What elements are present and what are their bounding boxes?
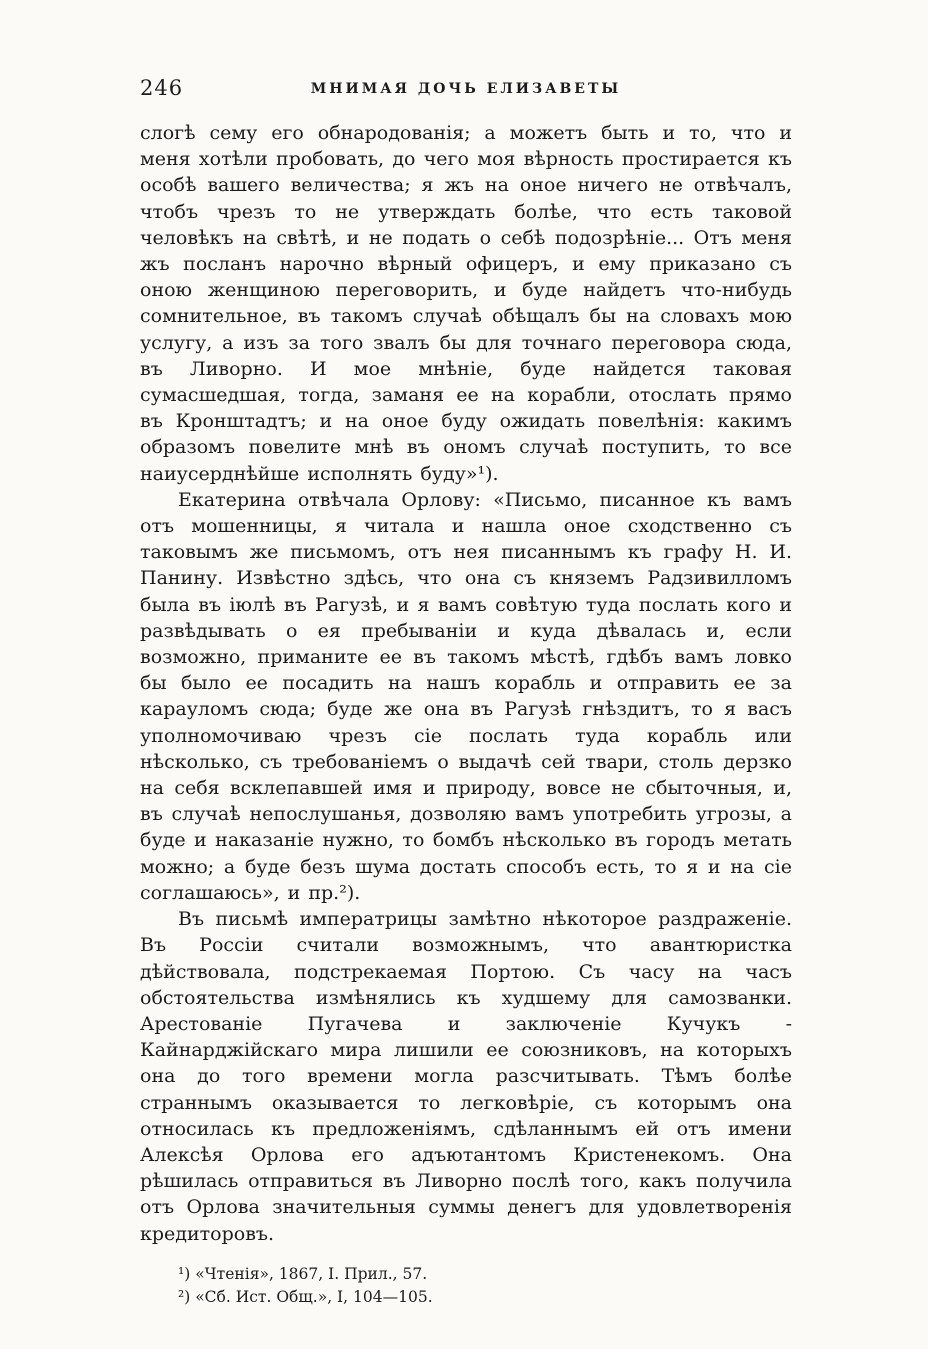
page-header <box>140 76 792 106</box>
page-number: 246 <box>140 76 184 100</box>
running-title: МНИМАЯ ДОЧЬ ЕЛИЗАВЕТЫ <box>310 81 622 97</box>
page-body <box>140 120 792 1247</box>
footnote-1: ¹) «Чтенія», 1867, I. Прил., 57. <box>178 1264 428 1283</box>
paragraph-2: Екатерина отвѣчала Орлову: «Письмо, писанное къ вамъ отъ мошенницы, я читала и нашла оное сходственно съ таковымъ же письмомъ, отъ нея писаннымъ къ графу Н. И. Панину. Извѣстно здѣсь, что она съ княземъ Радзивилломъ была въ іюлѣ въ Рагузѣ, и я вамъ совѣтую туда послать кого и развѣдывать о ея пребываніи и куда дѣвалась и, если возможно, приманите ее въ такомъ мѣстѣ, гдѣбъ вамъ ловко бы было ее посадить на нашъ корабль и отправить ее за карауломъ сюда; буде же она въ Рагузѣ гнѣздитъ, то я васъ уполномочиваю чрезъ сіе послать туда корабль или нѣсколько, съ требованіемъ о выдачѣ сей твари, столь дерзко на себя всклепавшей имя и природу, вовсе не сбыточныя, и, въ случаѣ непослушанья, дозволяю вамъ употребить угрозы, а буде и наказаніе нужно, то бомбъ нѣсколько въ городъ метать можно; а буде безъ шума достать способъ есть, то я и на сіе соглашаюсь», и пр.²). <box>140 488 792 904</box>
text-block <box>140 76 792 1309</box>
footnote-2: ²) «Сб. Ист. Общ.», I, 104—105. <box>178 1287 433 1306</box>
paragraph-1: слогѣ сему его обнародованія; а можетъ быть и то, что и меня хотѣли пробовать, до чего моя вѣрность простирается къ особѣ вашего величества; я жъ на оное ничего не отвѣчалъ, чтобъ чрезъ то не утверждать болѣе, что есть таковой человѣкъ на свѣтѣ, и не подать о себѣ подозрѣніе... Отъ меня жъ посланъ нарочно вѣрный офицеръ, и ему приказано съ оною женщиною переговорить, и буде найдетъ что-нибудь сомнительное, въ такомъ случаѣ обѣщалъ бы на словахъ мою услугу, а изъ за того звалъ бы для точнаго переговора сюда, въ Ливорно. И мое мнѣніе, буде найдется таковая сумасшедшая, тогда, заманя ее на корабли, отослать прямо въ Кронштадтъ; и на оное буду ожидать повелѣнія: какимъ образомъ повелите мнѣ въ ономъ случаѣ поступить, то все наиусерднѣйше исполнять буду»¹). <box>140 122 792 485</box>
paragraph-3: Въ письмѣ императрицы замѣтно нѣкоторое раздраженіе. Въ Россіи считали возможнымъ, что авантюристка дѣйствовала, подстрекаемая Портою. Съ часу на часъ обстоятельства измѣнялись къ худшему для самозванки. Арестованіе Пугачева и заключеніе Кучукъ - Кайнарджійскаго мира лишили ее союзниковъ, на которыхъ она до того времени могла разсчитывать. Тѣмъ болѣе страннымъ оказывается то легковѣріе, съ которымъ она относилась къ предложеніямъ, сдѣланнымъ ей отъ имени Алексѣя Орлова его адъютантомъ Кристенекомъ. Она рѣшилась отправиться въ Ливорно послѣ того, какъ получила отъ Орлова значительныя суммы денегъ для удовлетворенія кредиторовъ. <box>140 908 792 1245</box>
footnotes-section <box>140 1263 792 1309</box>
